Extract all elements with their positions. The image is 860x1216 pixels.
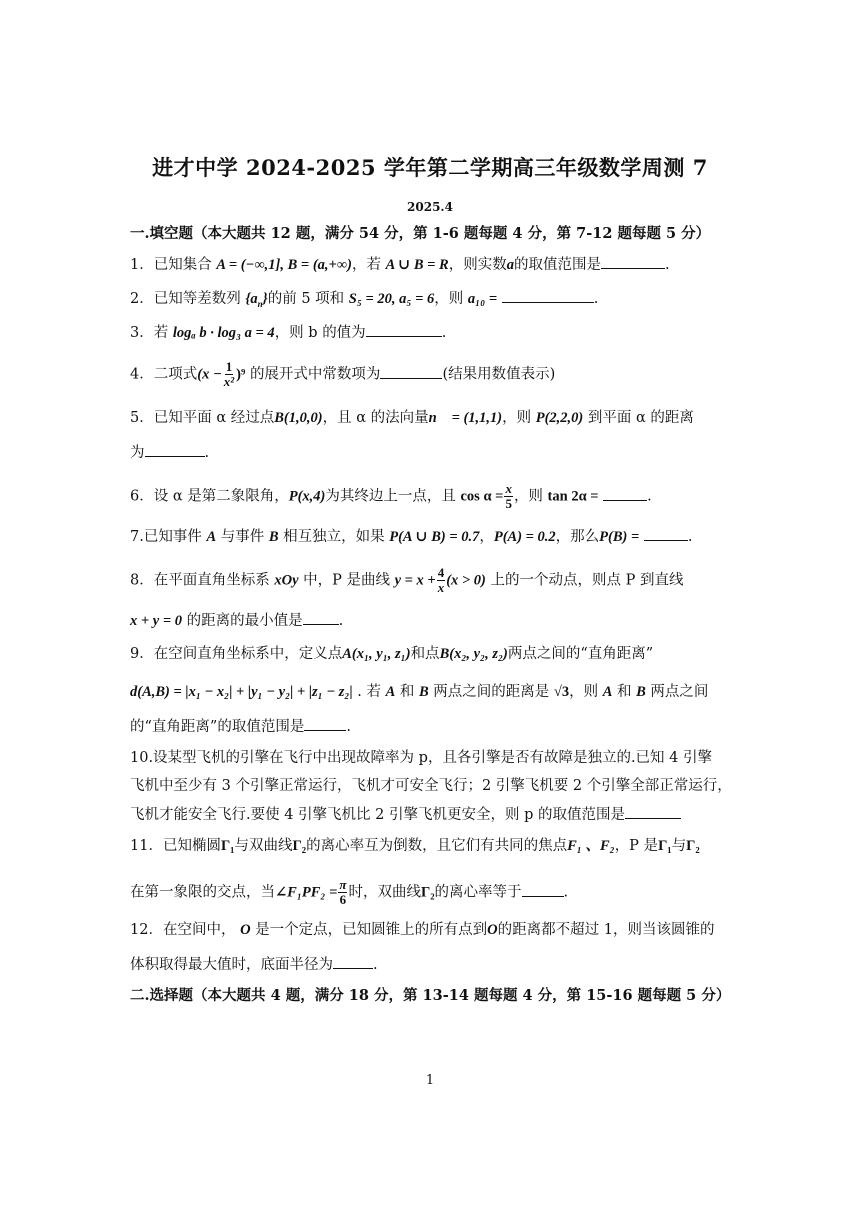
- question-9: 9．在空间直角坐标系中，定义点A(x₁, y₁, z₁)和点B(x₂, y₂, z₂)两点之间的“直角距离”: [130, 646, 654, 662]
- question-7: 7.已知事件 A 与事件 B 相互独立，如果 P(A ∪ B) = 0.7，P(A) = 0.2，那么P(B) = .: [130, 526, 736, 547]
- question-6: 6．设 α 是第二象限角，P(x,4)为其终边上一点，且 cos α = $\frac{x}{5}$ ，则 tan 2α = .: [130, 481, 652, 511]
- question-10-line-2: 飞机中至少有 3 个引擎正常运行，飞机才可安全飞行；2 引擎飞机要 2 个引擎全部正常运行，: [130, 778, 732, 794]
- page-title: 进才中学 2024-2025 学年第二学期高三年级数学周测 7: [152, 155, 708, 180]
- answer-blank[interactable]: [601, 254, 665, 269]
- question-11-cont: 在第一象限的交点，当∠F₁PF₂ = $\frac{\pi}{6}$ 时，双曲线Γ₂的离心率等于 .: [130, 877, 569, 907]
- answer-blank[interactable]: [333, 954, 373, 969]
- answer-blank[interactable]: [522, 882, 564, 897]
- question-8: 8．在平面直角坐标系 xOy 中，P 是曲线 y = x + $\frac{4}{x}$ (x > 0) 上的一个动点，则点 P 到直线: [130, 565, 684, 595]
- answer-blank[interactable]: [304, 716, 346, 731]
- question-9-cont-2: 的“直角距离”的取值范围是 .: [130, 716, 736, 737]
- question-11: 11．已知椭圆Γ₁与双曲线Γ₂的离心率互为倒数，且它们有共同的焦点F₁ 、F₂，P 是Γ₁与Γ₂: [130, 838, 700, 854]
- answer-blank[interactable]: [303, 610, 339, 625]
- section-2-heading: 二.选择题（本大题共 4 题，满分 18 分，第 13-14 题每题 4 分，第 15-16 题每题 5 分）: [130, 987, 731, 1004]
- question-3: 3．若 logₐ b · log₃ a = 4，则 b 的值为 .: [130, 322, 736, 343]
- question-4: 4．二项式(x − $\frac{1}{\text{x²}}$ )⁹ 的展开式中常数项为 (结果用数值表示): [130, 359, 556, 389]
- answer-blank[interactable]: [625, 804, 681, 819]
- question-10-line-1: 10.设某型飞机的引擎在飞行中出现故障率为 p，且各引擎是否有故障是独立的.已知 4 引擎: [130, 750, 713, 766]
- question-2: 2．已知等差数列 $\{a_n\}$的前 5 项和 S₅ = 20, a₅ = 6，则 a₁₀ = .: [130, 288, 736, 314]
- section-1-heading: 一.填空题（本大题共 12 题，满分 54 分，第 1-6 题每题 4 分，第 7-12 题每题 5 分）: [130, 225, 711, 242]
- answer-blank[interactable]: [502, 288, 594, 303]
- question-5: 5．已知平面 α 经过点B(1,0,0)，且 α 的法向量n⃗ = (1,1,1)，则 P(2,2,0) 到平面 α 的距离: [130, 410, 694, 426]
- question-12-cont: 体积取得最大值时，底面半径为 .: [130, 954, 736, 975]
- question-10-line-3: 飞机才能安全飞行.要使 4 引擎飞机比 2 引擎飞机更安全，则 p 的取值范围是: [130, 804, 736, 825]
- question-8-cont: x + y = 0 的距离的最小值是 .: [130, 610, 736, 631]
- question-9-cont: d(A,B) = |x₁ − x₂| + |y₁ − y₂| + |z₁ − z₂| . 若 A 和 B 两点之间的距离是 √3，则 A 和 B 两点之间: [130, 684, 709, 700]
- question-1: 1．已知集合 A = (−∞,1], B = (a,+∞)，若 A ∪ B = R，则实数a的取值范围是 .: [130, 254, 736, 275]
- answer-blank[interactable]: [145, 442, 205, 457]
- page-number: 1: [425, 1073, 435, 1088]
- answer-blank[interactable]: [380, 364, 442, 379]
- question-5-cont: 为 .: [130, 442, 736, 463]
- fraction: $\frac{4}{x}$: [437, 565, 445, 595]
- answer-blank[interactable]: [603, 486, 647, 501]
- exam-date: 2025.4: [407, 200, 453, 214]
- fraction: $\frac{\pi}{6}$: [339, 877, 347, 907]
- fraction: $\frac{x}{5}$: [505, 481, 512, 511]
- answer-blank[interactable]: [644, 526, 688, 541]
- fraction: $\frac{1}{\text{x²}}$: [223, 359, 235, 389]
- answer-blank[interactable]: [366, 322, 442, 337]
- question-12: 12．在空间中， O 是一个定点，已知圆锥上的所有点到O的距离都不超过 1，则当该圆锥的: [130, 922, 715, 938]
